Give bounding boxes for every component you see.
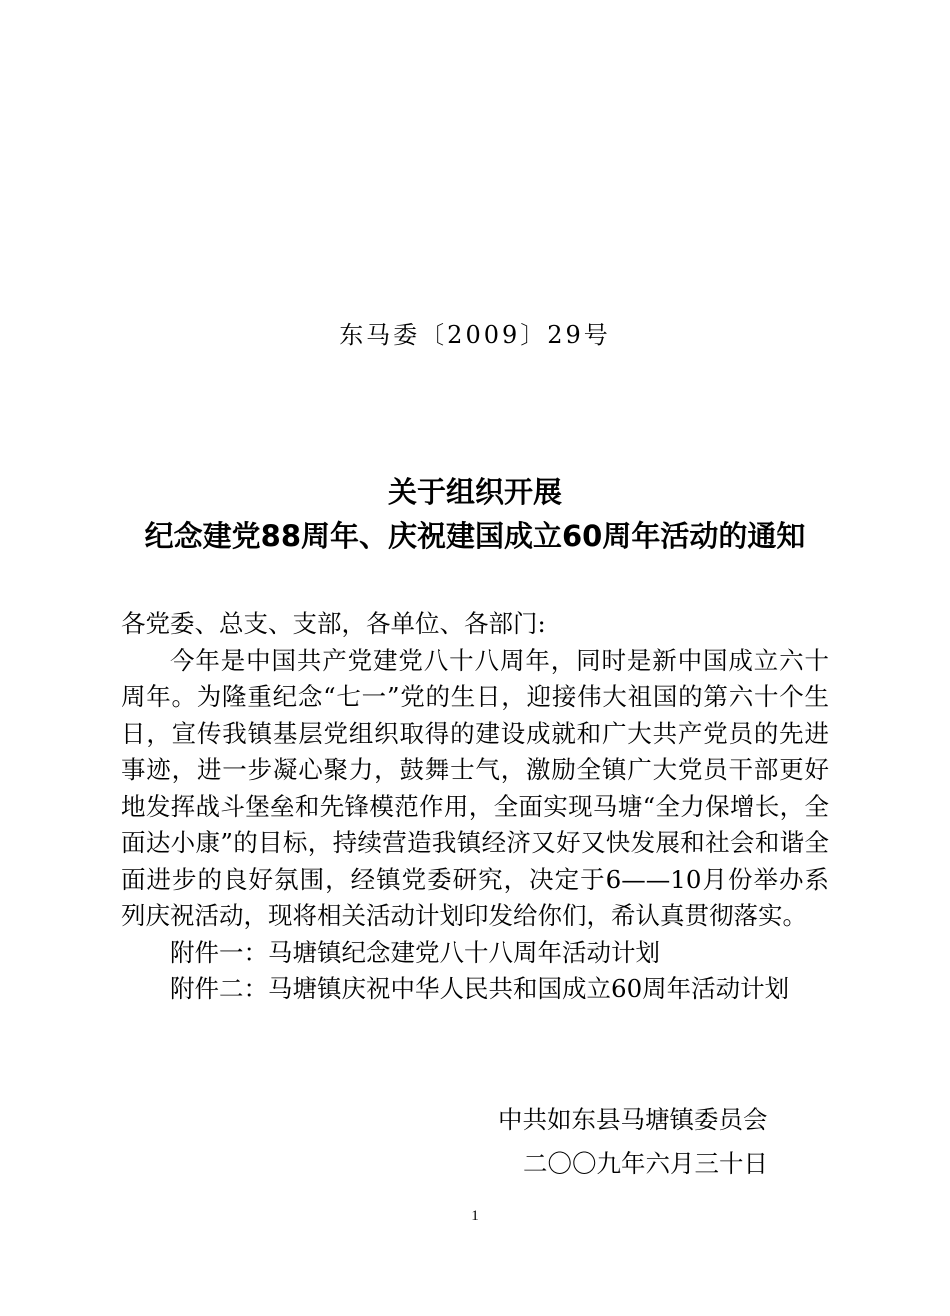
page-number: 1 bbox=[471, 1208, 479, 1224]
document-body bbox=[121, 606, 829, 1008]
signature-date: 二〇〇九年六月三十日 bbox=[523, 1149, 768, 1178]
title-line-2: 纪念建党88周年、庆祝建国成立60周年活动的通知 bbox=[144, 519, 806, 553]
title-line-1: 关于组织开展 bbox=[387, 475, 562, 509]
signature-organization: 中共如东县马塘镇委员会 bbox=[498, 1105, 768, 1134]
document-number: 东马委〔2009〕29号 bbox=[339, 321, 611, 349]
body-paragraph: 今年是中国共产党建党八十八周年，同时是新中国成立六十周年。为隆重纪念“七一”党的生日，迎接伟大祖国的第六十个生日，宣传我镇基层党组织取得的建设成就和广大共产党员的先进事迹，进一步凝心聚力，鼓舞士气，激励全镇广大党员干部更好地发挥战斗堡垒和先锋模范作用，全面实现马塘“全力保增长，全面达小康”的目标，持续营造我镇经济又好又快发展和社会和谐全面进步的良好氛围，经镇党委研究，决定于6——10月份举办系列庆祝活动，现将相关活动计划印发给你们，希认真贯彻落实。 bbox=[121, 645, 829, 930]
salutation: 各党委、总支、支部，各单位、各部门: bbox=[121, 609, 546, 638]
attachment-1: 附件一：马塘镇纪念建党八十八周年活动计划 bbox=[170, 937, 660, 967]
document-title bbox=[0, 470, 950, 558]
attachment-2: 附件二：马塘镇庆祝中华人民共和国成立60周年活动计划 bbox=[170, 974, 790, 1003]
